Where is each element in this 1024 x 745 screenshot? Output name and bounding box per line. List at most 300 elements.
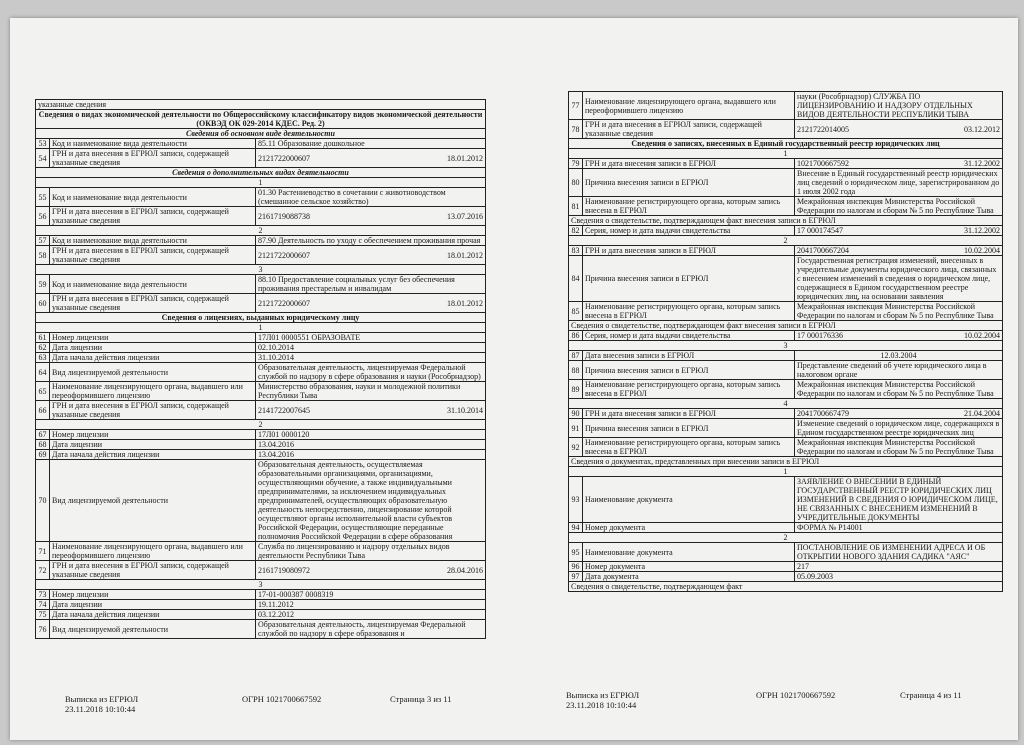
field-value [795,169,1003,197]
table-row [36,382,486,401]
field-value [795,159,1003,169]
subsection-heading: Сведения об основном виде деятельности [36,129,486,139]
field-value [256,139,486,149]
table-row [36,100,486,110]
field-value-text: Представление сведений об учете юридического лица в налоговом органе [797,361,987,379]
group-index: 1 [36,323,486,333]
row-number: 79 [569,159,583,169]
field-value [795,302,1003,321]
field-label: Номер лицензии [50,590,256,600]
field-value-text: 2141722007645 [258,405,310,415]
table-row [36,226,486,236]
row-number: 59 [36,275,50,294]
field-value-text: 03.12.2012 [258,610,294,619]
table-row [569,169,1003,197]
page-left [10,18,500,740]
row-number: 65 [36,382,50,401]
field-value [795,380,1003,399]
field-label: Код и наименование вида деятельности [50,275,256,294]
field-label: Причина внесения записи в ЕГРЮЛ [583,361,795,380]
field-date: 13.07.2016 [447,211,484,221]
table-row [569,523,1003,533]
field-label: Код и наименование вида деятельности [50,139,256,149]
row-number: 58 [36,246,50,265]
row-number: 57 [36,236,50,246]
row-number: 71 [36,542,50,561]
field-value [256,207,486,226]
row-number: 72 [36,561,50,580]
row-number: 56 [36,207,50,226]
field-label: Наименование регистрирующего органа, которым запись внесена в ЕГРЮЛ [583,197,795,216]
field-value [256,542,486,561]
field-value-text: Межрайонная инспекция Министерства Российской Федерации по налогам и сборам № 5 по Республике Тыва [797,438,994,456]
field-date: 31.12.2002 [964,226,1000,235]
field-value-text: 2161719088738 [258,211,310,221]
field-value-text: Служба по лицензированию и надзору отдельных видов деятельности Республики Тыва [258,542,450,560]
field-value [795,419,1003,438]
table-row [36,333,486,343]
field-value-text: Образовательная деятельность, лицензируемая Федеральной службой по надзору в сфере образования и [258,620,466,638]
row-number: 75 [36,610,50,620]
footer-datetime: 23.11.2018 10:10:44 [566,700,637,710]
field-value-text: 1021700667592 [797,159,849,168]
field-value [256,382,486,401]
row-number: 87 [569,351,583,361]
row-number: 70 [36,460,50,542]
field-value [256,460,486,542]
table-row [36,620,486,639]
table-row [36,610,486,620]
field-value-text: ПОСТАНОВЛЕНИЕ ОБ ИЗМЕНЕНИИ АДРЕСА И ОБ ОТКРЫТИИ НОВОГО ЗДАНИЯ САДИКА "АЯС" [797,543,986,561]
field-value-text: 17Л01 0000120 [258,430,310,439]
field-label: Дата лицензии [50,343,256,353]
field-value [256,561,486,580]
field-label: Дата лицензии [50,440,256,450]
row-number: 66 [36,401,50,420]
row-number: 68 [36,440,50,450]
row-number: 53 [36,139,50,149]
field-value [256,440,486,450]
field-value [256,590,486,600]
field-value-text: 2161719080972 [258,565,310,575]
field-value-text: 85.11 Образование дошкольное [258,139,365,148]
row-number: 84 [569,256,583,302]
table-row [569,438,1003,457]
table-row [36,430,486,440]
table-row [36,275,486,294]
row-number: 80 [569,169,583,197]
table-row [36,129,486,139]
table-row [569,409,1003,419]
table-row [36,178,486,188]
field-label: Дата документа [583,572,795,582]
row-number: 63 [36,353,50,363]
field-value [795,562,1003,572]
table-row [569,149,1003,159]
table-row [36,265,486,275]
table-row [36,236,486,246]
field-value-text: 2121722000607 [258,153,310,163]
field-value-text: Внесение в Единый государственный реестр юридических лиц сведений о юридическом лице, зарегистрированном до 1 июля 2002 года [797,169,1000,196]
field-value-text: 12.03.2004 [880,351,917,360]
row-number: 55 [36,188,50,207]
row-number: 69 [36,450,50,460]
row-number: 93 [569,477,583,523]
table-row [36,353,486,363]
table-row [36,313,486,323]
field-label: Дата начала действия лицензии [50,450,256,460]
table-row [569,572,1003,582]
row-number: 64 [36,363,50,382]
field-label: Наименование лицензирующего органа, выдавшего или переоформившего лицензию [50,382,256,401]
section-title: Сведения о записях, внесенных в Единый государственный реестр юридических лиц [631,139,940,148]
field-date: 18.01.2012 [447,298,484,308]
table-row [569,533,1003,543]
field-value [795,572,1003,582]
field-label: ГРН и дата внесения в ЕГРЮЛ записи, содержащей указанные сведения [50,149,256,168]
field-label: Наименование регистрирующего органа, которым запись внесена в ЕГРЮЛ [583,302,795,321]
field-value [795,438,1003,457]
field-date: 18.01.2012 [447,153,484,163]
group-index: 3 [36,580,486,590]
table-row [569,197,1003,216]
field-value [795,92,1003,120]
footer-page-number: Страница 4 из 11 [900,690,962,700]
table-row [569,120,1003,139]
table-row [569,331,1003,341]
field-label: Наименование документа [583,477,795,523]
table-row [569,341,1003,351]
row-number: 62 [36,343,50,353]
info-row: Сведения о свидетельстве, подтверждающем факт [569,582,1003,592]
field-value-text: 2121722000607 [258,298,310,308]
field-label: Наименование лицензирующего органа, выдавшего или переоформившего лицензию [50,542,256,561]
field-label: ГРН и дата внесения в ЕГРЮЛ записи, содержащей указанные сведения [583,120,795,139]
row-number: 97 [569,572,583,582]
table-row [569,246,1003,256]
table-row [569,92,1003,120]
field-value [256,600,486,610]
group-index: 1 [569,467,1003,477]
field-label: Вид лицензируемой деятельности [50,363,256,382]
table-row [36,450,486,460]
row-number: 77 [569,92,583,120]
field-label: Наименование лицензирующего органа, выдавшего или переоформившего лицензию [583,92,795,120]
footer-datetime: 23.11.2018 10:10:44 [65,704,136,714]
field-value-text: Образовательная деятельность, осуществляемая образовательными организациями, организациями, осуществляющими обучение, а также индивидуальными предпринимателями, за исключением индивидуальных предпринимателей, осуществляющих образовательную деятельность непосредственно, лицензирование которой осуществляют органы исполнительной власти субъектов Российской Федерации, осуществляющие переданные полномочия Российской Федерации в сфере образования [258,460,453,541]
table-row [569,302,1003,321]
group-index: 2 [569,533,1003,543]
field-label: ГРН и дата внесения в ЕГРЮЛ записи, содержащей указанные сведения [50,246,256,265]
field-value-text: 2041700667479 [797,409,849,418]
section-title: Сведения о видах экономической деятельности по Общероссийскому классификатору видов экономической деятельности [38,110,483,119]
field-label: Наименование регистрирующего органа, которым запись внесена в ЕГРЮЛ [583,438,795,457]
field-value [795,523,1003,533]
field-date: 03.12.2012 [964,124,1000,134]
section-heading [36,110,486,129]
table-row [36,149,486,168]
group-index: 2 [569,236,1003,246]
table-row [569,236,1003,246]
field-label: Наименование регистрирующего органа, которым запись внесена в ЕГРЮЛ [583,380,795,399]
row-number: 95 [569,543,583,562]
group-index: 1 [569,149,1003,159]
field-value-text: Изменение сведений о юридическом лице, содержащихся в Едином государственном реестре юридических лиц [797,419,1000,437]
table-row [569,226,1003,236]
field-value [256,236,486,246]
field-label: Наименование документа [583,543,795,562]
row-number: 86 [569,331,583,341]
field-value [256,620,486,639]
table-row [36,561,486,580]
field-value [795,351,1003,361]
table-row [36,323,486,333]
table-row [569,321,1003,331]
egrul-table-right [568,91,1003,592]
field-label: ГРН и дата внесения в ЕГРЮЛ записи, содержащей указанные сведения [50,561,256,580]
table-row [569,419,1003,438]
group-index: 1 [36,178,486,188]
table-row [569,216,1003,226]
table-row [569,139,1003,149]
table-row [569,361,1003,380]
field-label: ГРН и дата внесения записи в ЕГРЮЛ [583,246,795,256]
field-date: 28.04.2016 [447,565,484,575]
info-row: Сведения о свидетельстве, подтверждающем факт внесения записи в ЕГРЮЛ [569,321,1003,331]
scanned-sheet [10,18,1018,740]
field-label: ГРН и дата внесения в ЕГРЮЛ записи, содержащей указанные сведения [50,207,256,226]
field-date: 31.10.2014 [447,405,484,415]
field-value-text: Межрайонная инспекция Министерства Российской Федерации по налогам и сборам № 5 по Республике Тыва [797,302,994,320]
table-row [36,139,486,149]
table-row [569,380,1003,399]
section-title: Сведения о лицензиях, выданных юридическому лицу [161,313,360,322]
group-index: 3 [569,341,1003,351]
field-label: Причина внесения записи в ЕГРЮЛ [583,256,795,302]
table-row [569,457,1003,467]
table-row [569,351,1003,361]
row-number: 67 [36,430,50,440]
row-number: 60 [36,294,50,313]
field-label: Код и наименование вида деятельности [50,236,256,246]
field-label: Причина внесения записи в ЕГРЮЛ [583,419,795,438]
field-date: 21.04.2004 [964,409,1000,418]
field-value [795,361,1003,380]
field-value [256,246,486,265]
table-row [36,542,486,561]
row-number: 82 [569,226,583,236]
group-index: 2 [36,226,486,236]
field-value [256,363,486,382]
field-value [256,353,486,363]
field-label: ГРН и дата внесения в ЕГРЮЛ записи, содержащей указанные сведения [50,294,256,313]
footer-title-block [566,690,639,710]
row-number: 90 [569,409,583,419]
field-label: Номер лицензии [50,430,256,440]
field-value-text: 17 000174547 [797,226,843,235]
table-row [569,562,1003,572]
field-value-text: 13.04.2016 [258,450,294,459]
field-value [795,246,1003,256]
egrul-table-left [35,99,486,639]
field-date: 18.01.2012 [447,250,484,260]
table-row [36,580,486,590]
table-row [36,188,486,207]
field-value [256,188,486,207]
field-value-text: 17-01-000387 0008319 [258,590,334,599]
field-value-text: Государственная регистрация изменений, внесенных в учредительные документы юридического лица, связанных с внесением изменений в сведения о юридическом лице, содержащиеся в Едином государственном реестре юридических лиц, на основании заявления [797,256,997,301]
field-value [795,477,1003,523]
field-value-text: Межрайонная инспекция Министерства Российской Федерации по налогам и сборам № 5 по Республике Тыва [797,197,994,215]
field-label: Серия, номер и дата выдачи свидетельства [583,226,795,236]
table-row [569,543,1003,562]
field-value [256,333,486,343]
footer-ogrn: ОГРН 1021700667592 [756,690,836,700]
info-row: указанные сведения [36,100,486,110]
table-row [569,467,1003,477]
field-value-text: 02.10.2014 [258,343,294,352]
table-row [36,294,486,313]
field-value-text: 01.30 Растениеводство в сочетании с животноводством (смешанное сельское хозяйство) [258,188,446,206]
field-label: Серия, номер и дата выдачи свидетельства [583,331,795,341]
field-value-text: науки (Рособрнадзор) СЛУЖБА ПО ЛИЦЕНЗИРОВАНИЮ И НАДЗОРУ ОТДЕЛЬНЫХ ВИДОВ ДЕЯТЕЛЬНОСТИ РЕСПУБЛИКИ ТЫВА [797,92,973,119]
field-label: Дата начала действия лицензии [50,610,256,620]
table-row [36,110,486,129]
table-row [569,477,1003,523]
table-row [36,440,486,450]
table-row [36,590,486,600]
row-number: 73 [36,590,50,600]
field-value-text: Министерство образования, науки и молодежной политики Республики Тыва [258,382,461,400]
table-row [569,159,1003,169]
field-value [795,331,1003,341]
footer-ogrn: ОГРН 1021700667592 [242,694,322,704]
field-label: Номер документа [583,562,795,572]
field-value [795,543,1003,562]
row-number: 88 [569,361,583,380]
table-row [36,401,486,420]
row-number: 83 [569,246,583,256]
table-row [36,207,486,226]
field-value-text: ФОРМА № Р14001 [797,523,863,532]
subsection-heading: Сведения о дополнительных видах деятельности [36,168,486,178]
table-row [36,168,486,178]
field-value-text: 87.90 Деятельность по уходу с обеспечением проживания прочая [258,236,481,245]
table-row [36,600,486,610]
field-value-text: 31.10.2014 [258,353,294,362]
field-value-text: 217 [797,562,809,571]
field-value [256,343,486,353]
row-number: 96 [569,562,583,572]
field-value-text: ЗАЯВЛЕНИЕ О ВНЕСЕНИИ В ЕДИНЫЙ ГОСУДАРСТВЕННЫЙ РЕЕСТР ЮРИДИЧЕСКИХ ЛИЦ ИЗМЕНЕНИЙ В СВЕДЕНИЯ О ЮРИДИЧЕСКОМ ЛИЦЕ, НЕ СВЯЗАННЫХ С ВНЕСЕНИЕМ ИЗМЕНЕНИЙ В УЧРЕДИТЕЛЬНЫЕ ДОКУМЕНТЫ [797,477,998,522]
field-value-text: 2121722014005 [797,124,849,134]
table-row [36,246,486,265]
field-label: Дата лицензии [50,600,256,610]
field-value [256,149,486,168]
footer-title: Выписка из ЕГРЮЛ [65,694,139,704]
footer-title: Выписка из ЕГРЮЛ [566,690,640,700]
row-number: 92 [569,438,583,457]
row-number: 54 [36,149,50,168]
table-row [569,582,1003,592]
field-label: Вид лицензируемой деятельности [50,620,256,639]
section-title-extra: (ОКВЭД ОК 029-2014 КДЕС. Ред. 2) [196,119,325,128]
field-label: ГРН и дата внесения записи в ЕГРЮЛ [583,159,795,169]
field-value-text: 13.04.2016 [258,440,294,449]
table-row [36,420,486,430]
field-label: ГРН и дата внесения в ЕГРЮЛ записи, содержащей указанные сведения [50,401,256,420]
field-label: Номер документа [583,523,795,533]
table-row [569,256,1003,302]
section-heading [36,313,486,323]
field-date: 10.02.2004 [964,246,1000,255]
row-number: 89 [569,380,583,399]
field-label: Дата внесения записи в ЕГРЮЛ [583,351,795,361]
row-number: 61 [36,333,50,343]
row-number: 85 [569,302,583,321]
field-value [256,450,486,460]
table-row [36,460,486,542]
field-date: 10.02.2004 [964,331,1000,340]
field-value [256,294,486,313]
group-index: 2 [36,420,486,430]
field-value-text: 19.11.2012 [258,600,294,609]
field-value [795,226,1003,236]
field-value-text: 88.10 Предоставление социальных услуг без обеспечения проживания престарелым и инвалидам [258,275,455,293]
row-number: 91 [569,419,583,438]
field-value [256,275,486,294]
field-value-text: Образовательная деятельность, лицензируемая Федеральной службой по надзору в сфере образования и науки (Рособрнадзор) [258,363,481,381]
field-date: 31.12.2002 [964,159,1000,168]
field-label: Дата начала действия лицензии [50,353,256,363]
field-value [795,120,1003,139]
footer-page-number: Страница 3 из 11 [390,694,452,704]
section-heading [569,139,1003,149]
field-value-text: 05.09.2003 [797,572,833,581]
field-value [795,256,1003,302]
field-value-text: 2121722000607 [258,250,310,260]
field-label: ГРН и дата внесения записи в ЕГРЮЛ [583,409,795,419]
field-label: Номер лицензии [50,333,256,343]
field-value [795,409,1003,419]
info-row: Сведения о свидетельстве, подтверждающем факт внесения записи в ЕГРЮЛ [569,216,1003,226]
page-right [528,18,1018,740]
row-number: 94 [569,523,583,533]
field-label: Вид лицензируемой деятельности [50,460,256,542]
group-index: 4 [569,399,1003,409]
table-row [569,399,1003,409]
table-row [36,343,486,353]
footer-title-block [65,694,138,714]
field-label: Причина внесения записи в ЕГРЮЛ [583,169,795,197]
field-value [256,610,486,620]
info-row: Сведения о документах, представленных при внесении записи в ЕГРЮЛ [569,457,1003,467]
row-number: 74 [36,600,50,610]
group-index: 3 [36,265,486,275]
field-value-text: 17Л01 0000551 ОБРАЗОВАТЕ [258,333,361,342]
row-number: 81 [569,197,583,216]
field-value [256,401,486,420]
field-value-text: 2041700667204 [797,246,849,255]
field-value-text: 17 000176336 [797,331,843,340]
field-value-text: Межрайонная инспекция Министерства Российской Федерации по налогам и сборам № 5 по Республике Тыва [797,380,994,398]
field-value [795,197,1003,216]
row-number: 76 [36,620,50,639]
table-row [36,363,486,382]
row-number: 78 [569,120,583,139]
field-value [256,430,486,440]
field-label: Код и наименование вида деятельности [50,188,256,207]
